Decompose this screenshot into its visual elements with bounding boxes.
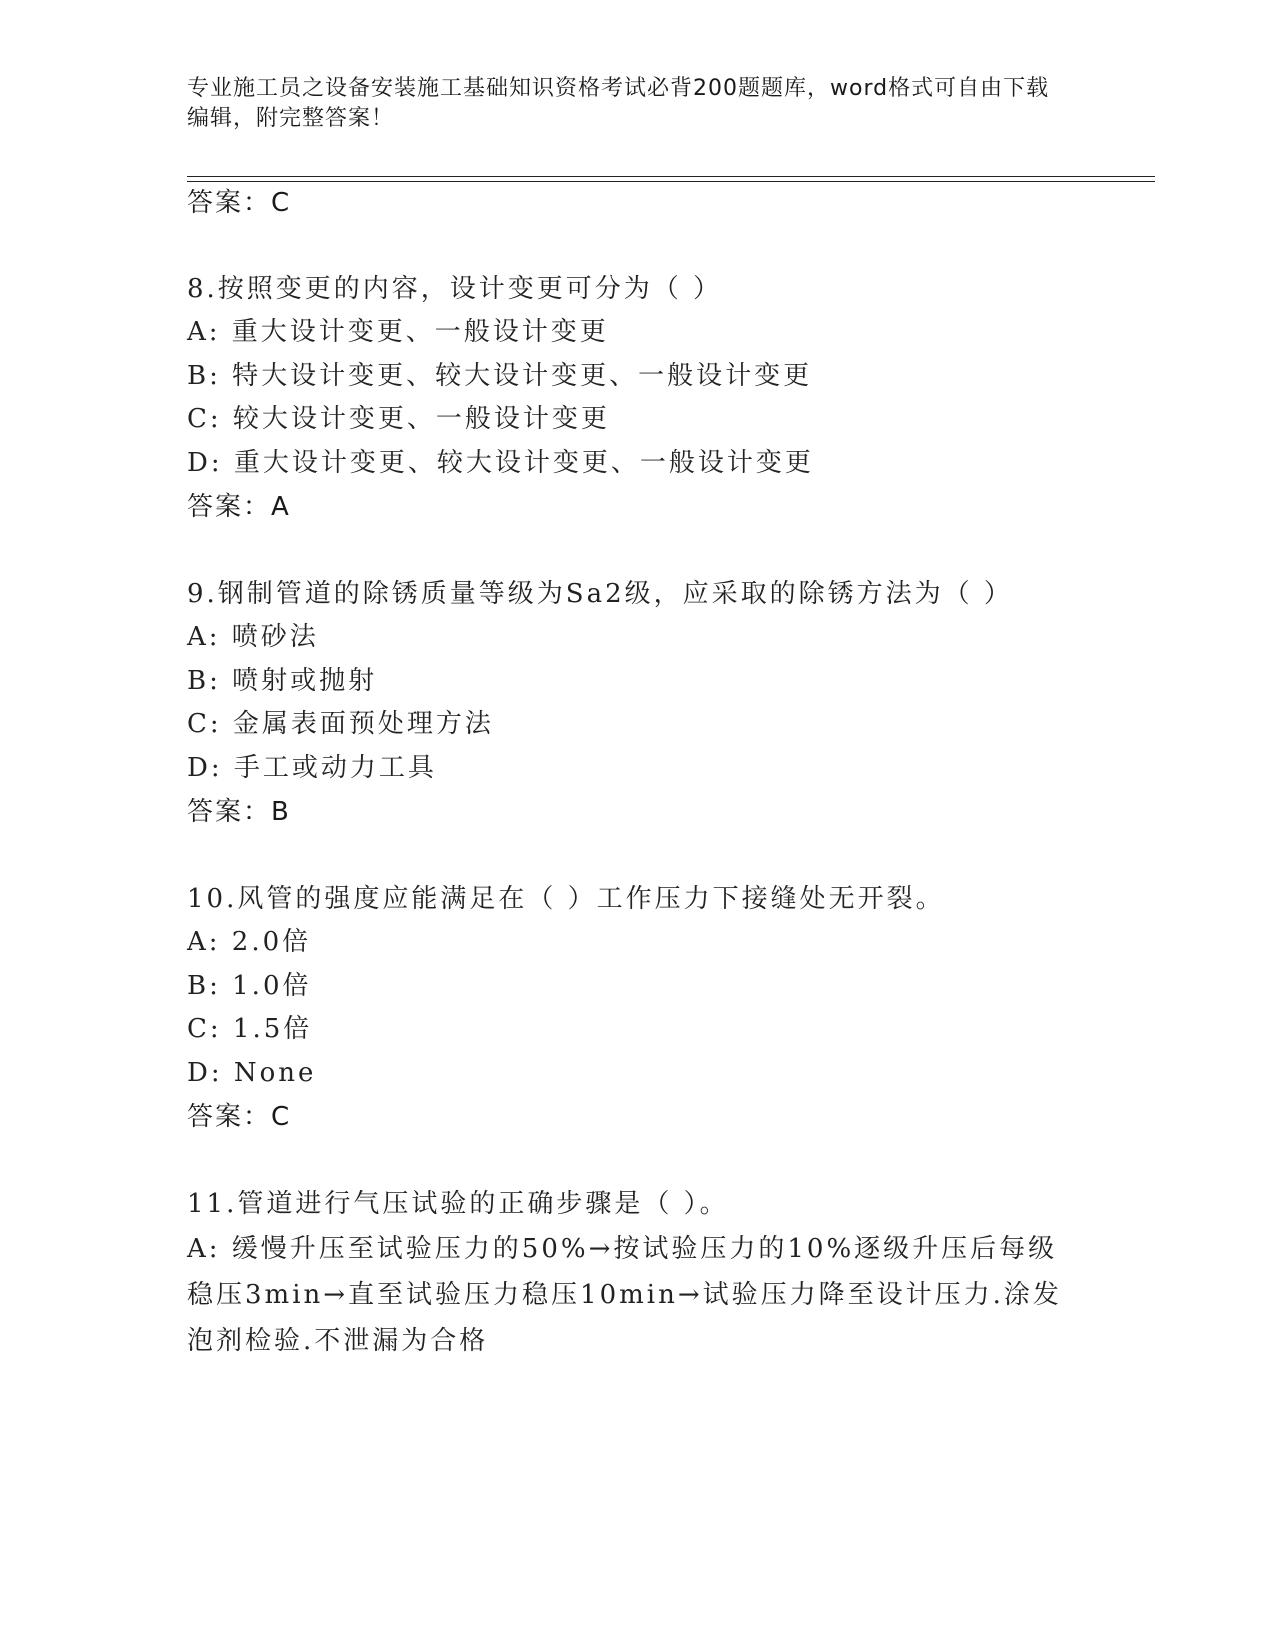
question-stem: 8.按照变更的内容，设计变更可分为（ ） bbox=[187, 274, 723, 304]
option-d: D: 手工或动力工具 bbox=[187, 753, 437, 783]
document-header: 专业施工员之设备安装施工基础知识资格考试必背200题题库，word格式可自由下载编辑，附完整答案！ bbox=[187, 76, 1050, 131]
option-c: C: 较大设计变更、一般设计变更 bbox=[187, 404, 610, 434]
answer-label: 答案：A bbox=[187, 492, 291, 522]
option-a: A: 2.0倍 bbox=[187, 927, 312, 957]
question-stem: 9.钢制管道的除锈质量等级为Sa2级，应采取的除锈方法为（ ） bbox=[187, 579, 1013, 609]
header-divider bbox=[187, 176, 1155, 177]
header-divider-secondary bbox=[187, 181, 1155, 182]
option-c: C: 1.5倍 bbox=[187, 1014, 313, 1044]
option-c: C: 金属表面预处理方法 bbox=[187, 709, 494, 739]
answer-label: 答案：B bbox=[187, 797, 291, 827]
answer-label: 答案：C bbox=[187, 1102, 292, 1132]
option-b: B: 喷射或抛射 bbox=[187, 666, 378, 696]
option-b: B: 1.0倍 bbox=[187, 971, 312, 1001]
option-d: D: None bbox=[187, 1058, 317, 1088]
question-stem: 11.管道进行气压试验的正确步骤是（ ）。 bbox=[187, 1189, 729, 1219]
option-a: A: 喷砂法 bbox=[187, 622, 319, 652]
option-a: A: 缓慢升压至试验压力的50%→按试验压力的10%逐级升压后每级稳压3min→直至试验压力稳压10min→试验压力降至设计压力.涂发泡剂检验.不泄漏为合格 bbox=[187, 1234, 1062, 1356]
question-stem: 10.风管的强度应能满足在（ ）工作压力下接缝处无开裂。 bbox=[187, 884, 945, 914]
answer-label: 答案：C bbox=[187, 188, 292, 218]
option-a: A: 重大设计变更、一般设计变更 bbox=[187, 317, 609, 347]
option-b: B: 特大设计变更、较大设计变更、一般设计变更 bbox=[187, 361, 813, 391]
option-d: D: 重大设计变更、较大设计变更、一般设计变更 bbox=[187, 448, 814, 478]
